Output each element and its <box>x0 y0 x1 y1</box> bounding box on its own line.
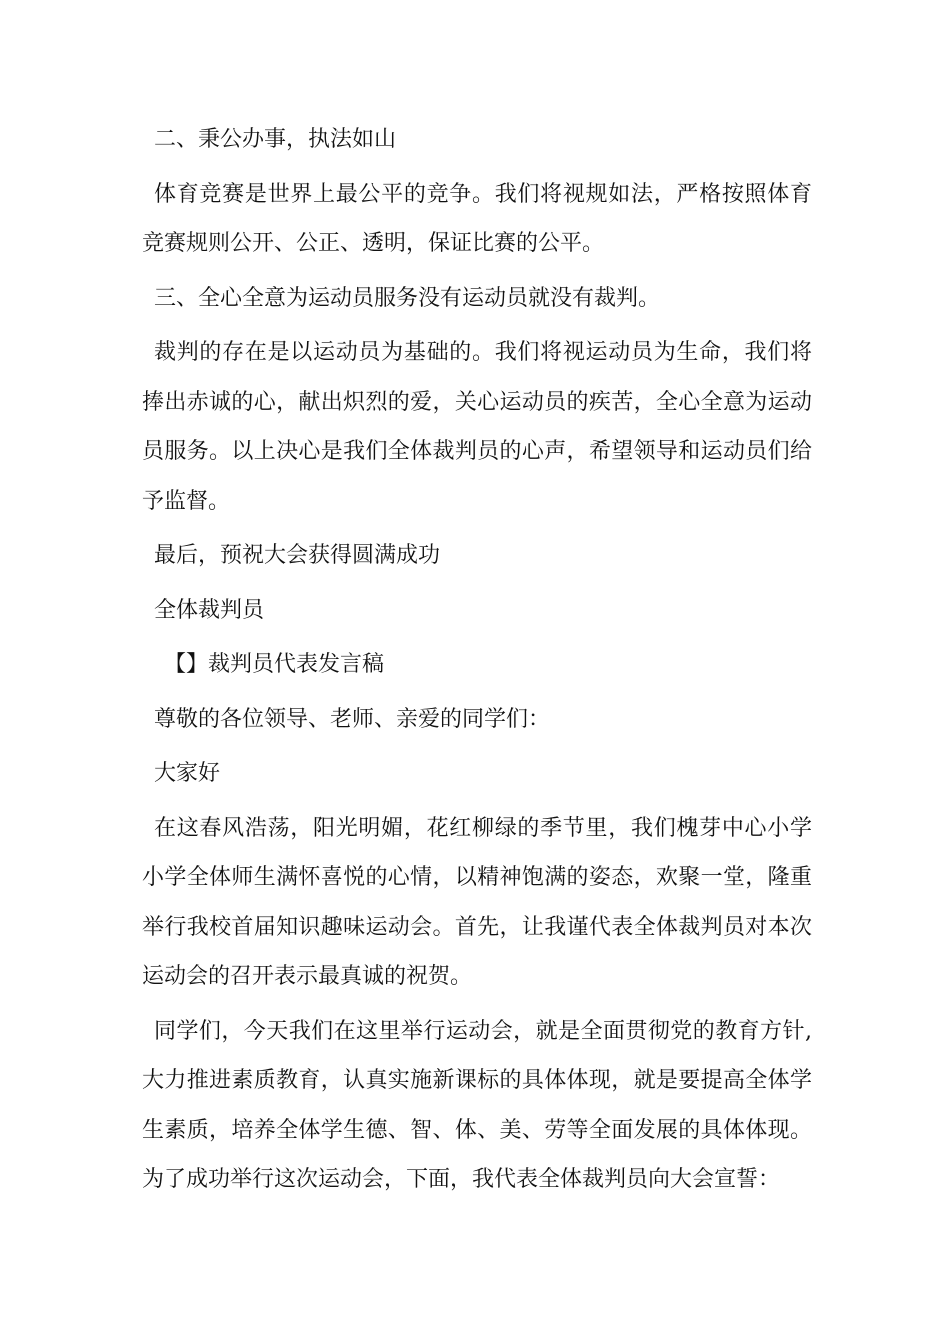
paragraph-fair-competition: 体育竞赛是世界上最公平的竞争。我们将视规如法，严格按照体育竞赛规则公开、公正、透明，保证比赛的公平。 <box>142 181 812 256</box>
signature: 全体裁判员 <box>154 597 265 623</box>
salutation: 尊敬的各位领导、老师、亲爱的同学们： <box>154 706 551 732</box>
speech-title: 【】裁判员代表发言稿 <box>164 652 385 677</box>
paragraph-opening: 在这春风浩荡，阳光明媚，花红柳绿的季节里，我们槐芽中心小学小学全体师生满怀喜悦的心情，以精神饱满的姿态，欢聚一堂，隆重举行我校首届知识趣味运动会。首先，让我谨代表全体裁判员对本次运动会的召开表示最真诚的祝贺。 <box>142 815 812 989</box>
section-heading-3: 三、全心全意为运动员服务没有运动员就没有裁判。 <box>154 285 661 311</box>
paragraph-purpose: 同学们，今天我们在这里举行运动会，就是全面贯彻党的教育方针,大力推进素质教育，认真实施新课标的具体体现，就是要提高全体学生素质，培养全体学生德、智、体、美、劳等全面发展的具体体现。为了成功举行这次运动会，下面，我代表全体裁判员向大会宣誓： <box>142 1018 812 1192</box>
document-body <box>142 115 812 1210</box>
greeting: 大家好 <box>154 761 221 786</box>
section-heading-2: 二、秉公办事，执法如山 <box>154 127 397 152</box>
closing-wish: 最后，预祝大会获得圆满成功 <box>154 543 441 568</box>
paragraph-serve-athletes: 裁判的存在是以运动员为基础的。我们将视运动员为生命，我们将捧出赤诚的心，献出炽烈的爱，关心运动员的疾苦，全心全意为运动员服务。以上决心是我们全体裁判员的心声，希望领导和运动员们给予监督。 <box>142 340 812 514</box>
